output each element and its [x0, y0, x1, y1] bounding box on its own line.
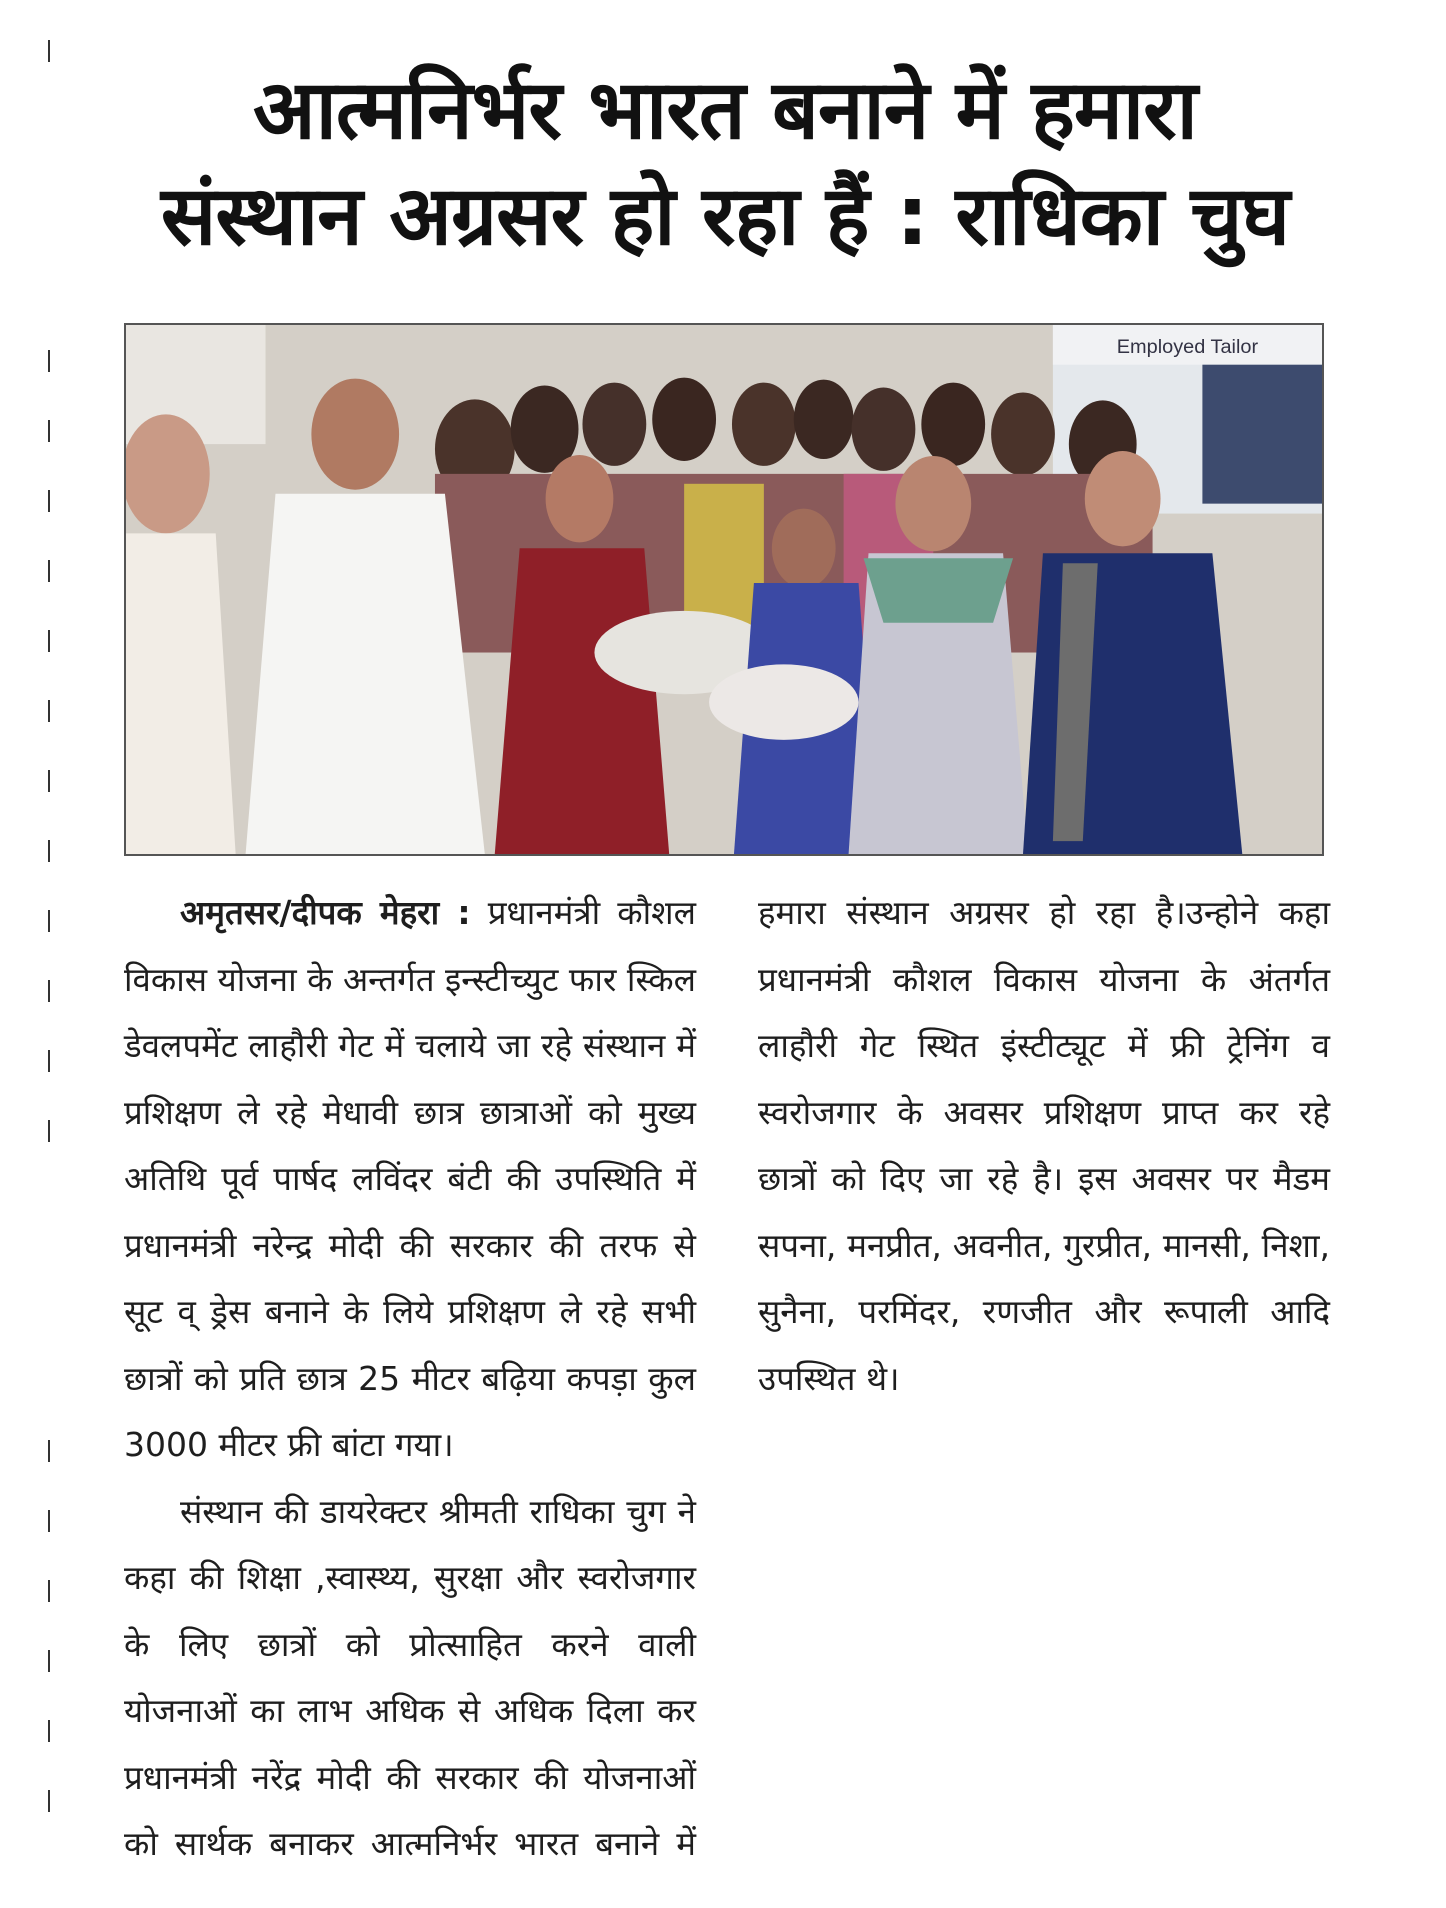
margin-tick [48, 560, 50, 582]
margin-tick [48, 350, 50, 372]
headline-line-2: संस्थान अग्रसर हो रहा हैं : राधिका चुघ [160, 169, 1290, 264]
margin-tick [48, 1120, 50, 1142]
article-body [124, 880, 1330, 1880]
paragraph-1-text: प्रधानमंत्री कौशल विकास योजना के अन्तर्गत इन्स्टीच्युट फार स्किल डेवलपमेंट लाहौरी गेट में चलाये जा रहे संस्थान में प्रशिक्षण ले रहे मेधावी छात्र छात्राओं को मुख्य अतिथि पूर्व पार्षद लविंदर बंटी की उपस्थिति में प्रधानमंत्री नरेन्द्र मोदी की सरकार की तरफ से सूट व् ड्रेस बनाने के लिये प्रशिक्षण ले रहे सभी छात्रों को प्रति छात्र 25 मीटर बढ़िया कपड़ा कुल 3000 मीटर फ्री बांटा गया। [124, 893, 696, 1464]
margin-tick [48, 1720, 50, 1742]
margin-tick [48, 700, 50, 722]
banner-text: Employed Tailor [1116, 335, 1259, 358]
margin-tick [48, 490, 50, 512]
dateline: अमृतसर/दीपक मेहरा : [180, 893, 471, 932]
headline-line-1: आत्मनिर्भर भारत बनाने में हमारा [253, 63, 1197, 158]
margin-tick [48, 1790, 50, 1812]
margin-tick [48, 630, 50, 652]
margin-tick [48, 1050, 50, 1072]
margin-tick [48, 980, 50, 1002]
margin-tick [48, 420, 50, 442]
margin-tick [48, 1510, 50, 1532]
paragraph-2-text: संस्थान की डायरेक्टर श्रीमती राधिका चुग ने कहा की शिक्षा ,स्वास्थ्य, सुरक्षा और स्वरोजगार के लिए छात्रों को प्रोत्साहित करने वाली योजनाओं का लाभ अधिक से अधिक दिला कर प्रधानमंत्री नरेंद्र मोदी की सरकार की योजनाओं को सार्थक बनाकर आत्मनिर्भर भारत बनाने में हमारा संस्थान अग्रसर हो रहा है।उन्होने कहा प्रधानमंत्री कौशल विकास योजना के अंतर्गत लाहौरी गेट स्थित इंस्टीट्यूट में फ्री ट्रेनिंग व स्वरोजगार के अवसर प्रशिक्षण प्राप्त कर रहे छात्रों को दिए जा रहे है। इस अवसर पर मैडम सपना, मनप्रीत, अवनीत, गुरप्रीत, मानसी, निशा, सुनैना, परमिंदर, रणजीत और रूपाली आदि उपस्थित थे। [124, 893, 1330, 1863]
group-photo-illustration [126, 325, 1322, 854]
margin-tick [48, 1650, 50, 1672]
margin-tick [48, 1580, 50, 1602]
page-margin-rule [48, 40, 54, 1820]
margin-tick [48, 1440, 50, 1462]
article-paragraph-1 [124, 880, 696, 1479]
article-column-left [124, 880, 1330, 1880]
margin-tick [48, 770, 50, 792]
margin-tick [48, 840, 50, 862]
news-photo [124, 323, 1324, 856]
margin-tick [48, 40, 50, 62]
margin-tick [48, 910, 50, 932]
headline [110, 58, 1340, 270]
